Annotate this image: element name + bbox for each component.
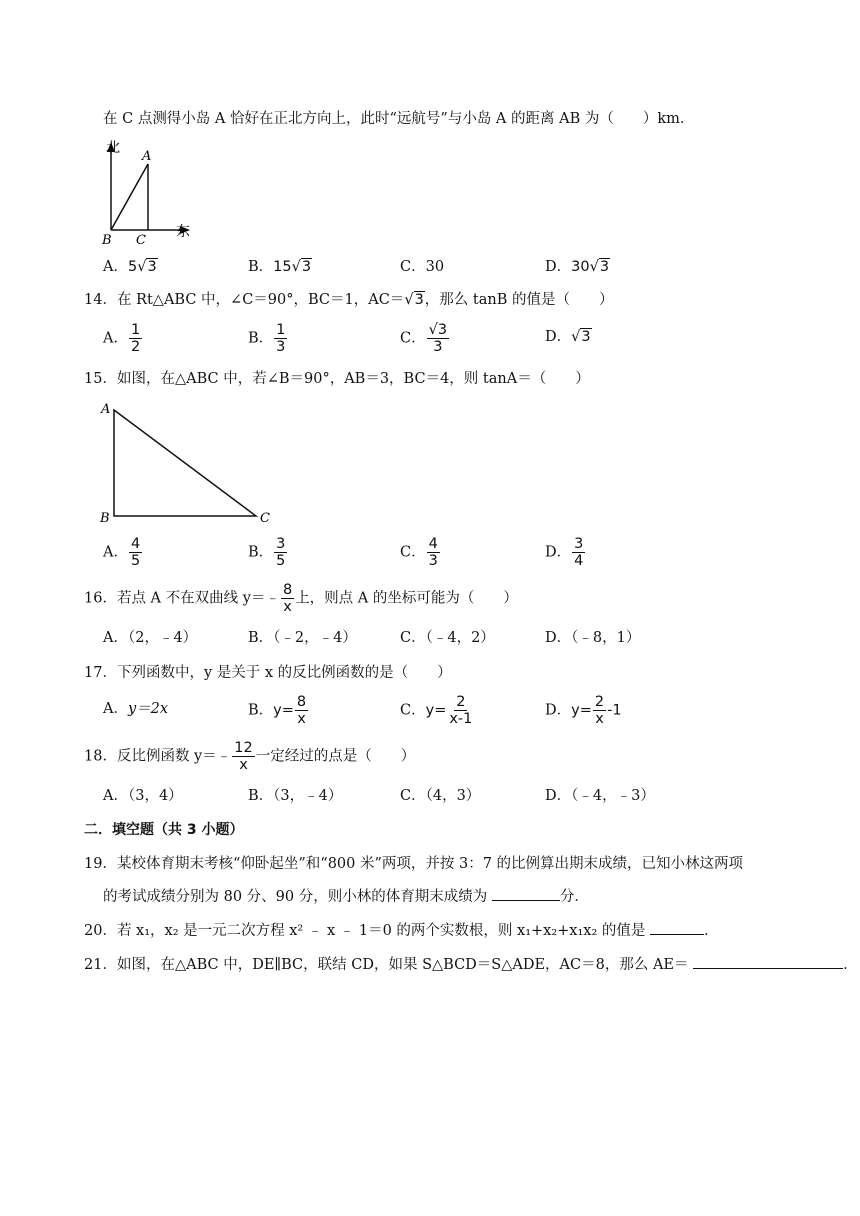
q21-text: 21．如图，在△ABC 中，DE∥BC，联结 CD，如果 S△BCD＝S△ADE，AC＝8，那么 AE＝ ．	[84, 954, 858, 976]
q18-text: 18．反比例函数 y＝﹣ $\frac{12}{x}$ 一定经过的点是（ ）	[84, 740, 416, 773]
q15-option-b: B． $\frac{3}{5}$	[248, 536, 286, 569]
north-label: 北	[106, 140, 120, 156]
q19-answer-blank[interactable]	[492, 886, 560, 901]
q17-text: 17．下列函数中，y 是关于 x 的反比例函数的是（ ）	[84, 665, 452, 681]
q17-option-d: D．y= $\frac{2}{x}$ -1	[545, 694, 622, 727]
q16-option-c: C．（﹣4，2）	[400, 630, 495, 646]
q21-answer-blank[interactable]	[693, 954, 843, 969]
section-heading: 二．填空题（共 3 小题）	[84, 822, 244, 838]
q14-option-a: A． $\frac{1}{2}$	[103, 322, 141, 355]
q15-option-a: A． $\frac{4}{5}$	[103, 536, 141, 569]
q16-option-b: B．（﹣2，﹣4）	[248, 630, 357, 646]
q15-point-c: C	[260, 511, 270, 526]
q20-answer-blank[interactable]	[650, 920, 704, 935]
q17-option-c: C．y= $\frac{2}{x-1}$	[400, 694, 473, 727]
q20-text: 20．若 x₁，x₂ 是一元二次方程 x² ﹣ x ﹣ 1＝0 的两个实数根，则 x₁+x₂+x₁x₂ 的值是 ．	[84, 920, 719, 942]
q13-option-b: B．15√3	[248, 259, 312, 275]
q13-figure	[96, 136, 196, 246]
q14-option-b: B． $\frac{1}{3}$	[248, 322, 286, 355]
q18-option-d: D．（﹣4，﹣3）	[545, 788, 655, 804]
q15-option-d: D． $\frac{3}{4}$	[545, 536, 584, 569]
q15-option-c: C． $\frac{4}{3}$	[400, 536, 438, 569]
point-c-label: C	[136, 233, 146, 246]
q13-option-c: C．30	[400, 259, 445, 275]
q15-point-a: A	[101, 402, 111, 417]
q15-text: 15．如图，在△ABC 中，若∠B＝90°，AB＝3，BC＝4，则 tanA＝（ ）	[84, 371, 590, 387]
point-a-label: A	[142, 149, 152, 164]
q17-option-b: B．y= $\frac{8}{x}$	[248, 694, 307, 727]
q13-text: 在 C 点测得小岛 A 恰好在正北方向上，此时“远航号”与小岛 A 的距离 AB 为（ ）km．	[103, 111, 695, 127]
q18-option-a: A．（3，4）	[103, 788, 183, 804]
q18-option-c: C．（4，3）	[400, 788, 481, 804]
east-label: 东	[176, 224, 190, 240]
q19-line-1: 19．某校体育期末考核“仰卧起坐”和“800 米”两项，并按 3：7 的比例算出期末成绩，已知小林这两项	[84, 856, 744, 872]
q16-text: 16．若点 A 不在双曲线 y＝﹣ $\frac{8}{x}$ 上，则点 A 的坐标可能为（ ）	[84, 582, 518, 615]
q15-figure	[98, 398, 278, 530]
q14-option-d: D．√3	[545, 329, 591, 345]
q16-option-d: D．（﹣8，1）	[545, 630, 641, 646]
q15-point-b: B	[100, 511, 110, 526]
q19-line-2: 的考试成绩分别为 80 分、90 分，则小林的体育期末成绩为 分．	[103, 886, 589, 908]
q13-option-d: D．30√3	[545, 259, 610, 275]
q17-option-a: A．y＝2x	[103, 701, 169, 717]
q16-option-a: A．（2，﹣4）	[103, 630, 198, 646]
q14-text: 14．在 Rt△ABC 中，∠C＝90°，BC＝1，AC＝√3，那么 tanB 的值是（ ）	[84, 292, 614, 308]
point-b-label: B	[102, 233, 112, 246]
q18-option-b: B．（3，﹣4）	[248, 788, 343, 804]
q13-option-a: A．5√3	[103, 259, 157, 275]
q14-option-c: C． $\frac{√3}{3}$	[400, 322, 448, 355]
